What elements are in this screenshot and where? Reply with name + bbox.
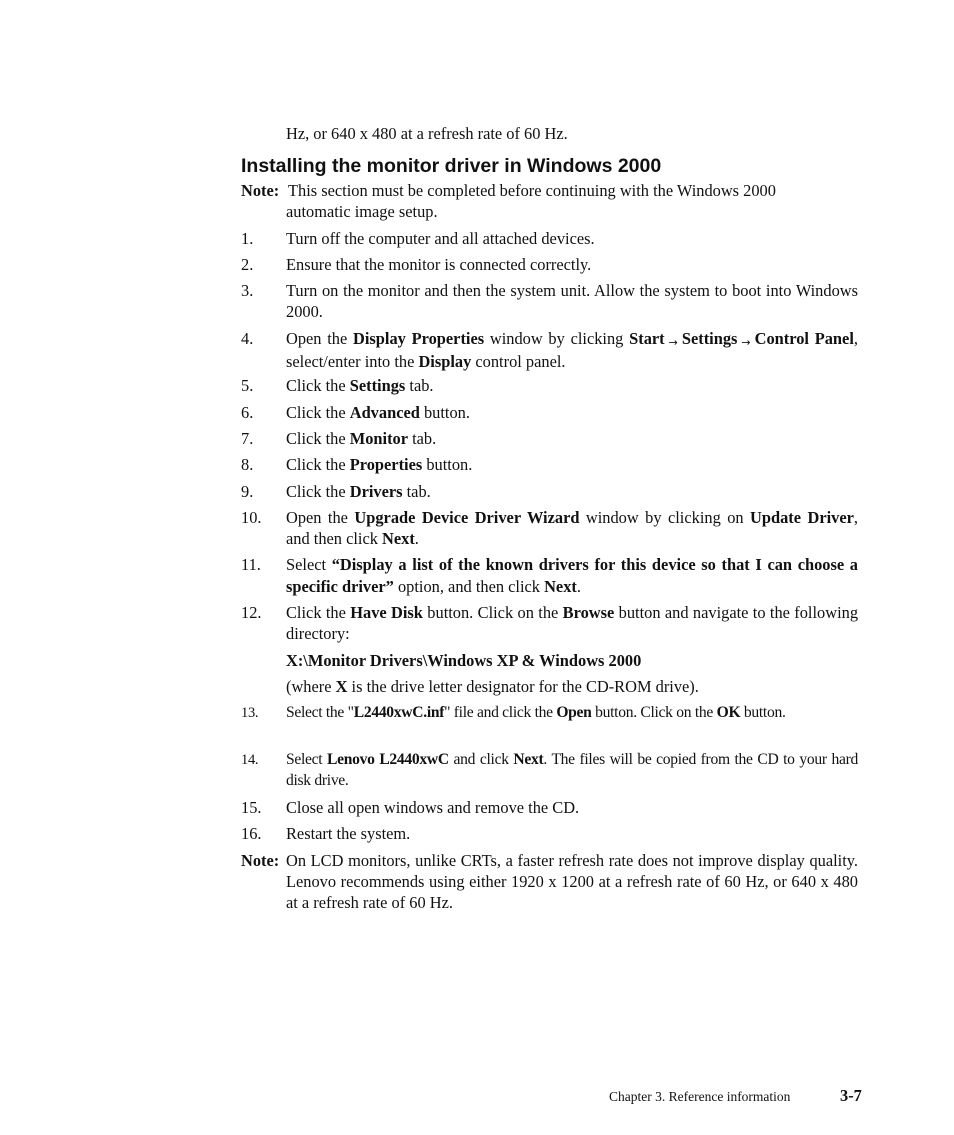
step-number: 13. [241,705,259,721]
note-label: Note: [241,851,280,870]
step-number: 1. [241,229,254,248]
step-number: 4. [241,329,254,348]
step-text: Select “Display a list of the known drivers for this device so that I can choose a specific driver” option, and then click Next. [286,555,858,596]
step-text: Click the Have Disk button. Click on the Browse button and navigate to the following directory: [286,603,859,643]
step-number: 9. [241,482,254,501]
step-text: Select the "L2440xwC.inf" file and click the Open button. Click on the OK button. [286,704,786,721]
step-text: Open the Display Properties window by clicking Start → Settings → Control Panel, select/enter into the Display control panel. [286,329,858,371]
note-text: This section must be completed before continuing with the Windows 2000 [288,181,776,200]
step-note: (where X is the drive letter designator for the CD-ROM drive). [286,677,699,696]
step-text: Turn on the monitor and then the system unit. Allow the system to boot into Windows 2000. [286,281,858,321]
step-text: Click the Monitor tab. [286,429,437,448]
step-number: 8. [241,455,254,474]
note-text: On LCD monitors, unlike CRTs, a faster refresh rate does not improve display quality. Lenovo recommends using either 1920 x 1200 at a refresh rate of 60 Hz, or 640 x 480 at a refresh rate of 60 Hz. [286,851,858,912]
footer-chapter: Chapter 3. Reference information [609,1089,791,1104]
step-number: 12. [241,603,262,622]
section-heading: Installing the monitor driver in Windows 2000 [241,155,662,177]
step-text: Open the Upgrade Device Driver Wizard window by clicking on Update Driver, and then click Next. [286,508,858,548]
step-text: Close all open windows and remove the CD. [286,798,580,817]
step-number: 16. [241,824,262,843]
step-text: Click the Advanced button. [286,403,470,422]
page-number: 3-7 [840,1086,862,1105]
step-text: Ensure that the monitor is connected correctly. [286,255,592,274]
step-text: Click the Drivers tab. [286,482,431,501]
step-number: 7. [241,429,254,448]
step-text: Click the Settings tab. [286,376,434,395]
continued-text: Hz, or 640 x 480 at a refresh rate of 60 Hz. [286,124,568,143]
step-number: 14. [241,752,259,768]
step-number: 5. [241,376,254,395]
step-text: Click the Properties button. [286,455,473,474]
step-text: Select Lenovo L2440xwC and click Next. The files will be copied from the CD to your hard disk drive. [286,751,858,789]
step-number: 15. [241,798,262,817]
arrow-right-icon: → [741,336,751,349]
note-label: Note: [241,181,280,200]
note-text-continued: automatic image setup. [286,202,438,221]
step-number: 3. [241,281,254,300]
step-number: 6. [241,403,254,422]
step-number: 10. [241,508,262,527]
step-text: Turn off the computer and all attached devices. [286,229,595,248]
step-number: 2. [241,255,254,274]
step-number: 11. [241,555,261,574]
driver-directory-path: X:\Monitor Drivers\Windows XP & Windows 2000 [286,651,642,670]
arrow-right-icon: → [668,336,678,349]
step-text: Restart the system. [286,824,411,843]
